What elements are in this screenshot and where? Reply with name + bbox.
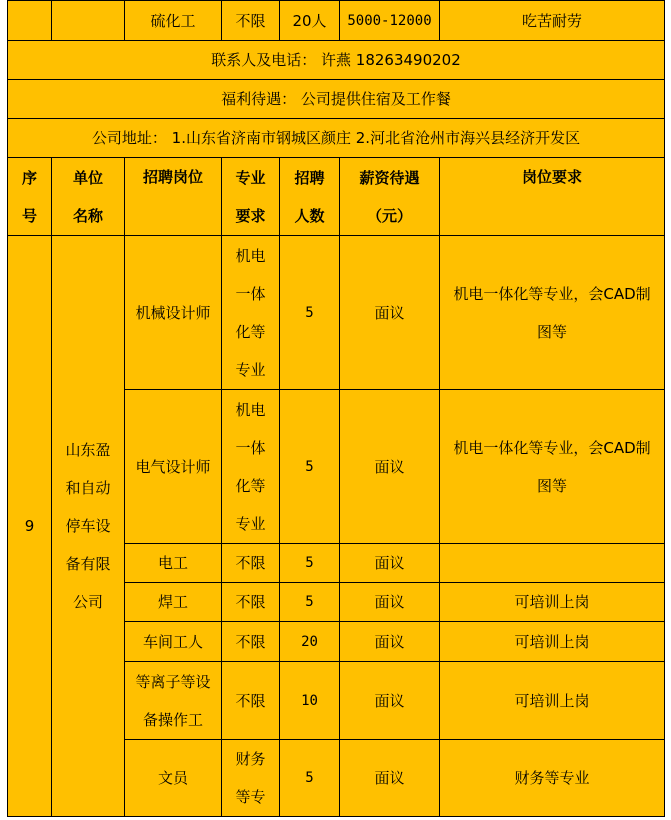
salary-cell: 面议 (340, 622, 440, 662)
salary-cell: 面议 (340, 583, 440, 622)
table-row (8, 80, 665, 119)
header-requirement: 岗位要求 (440, 158, 665, 236)
address-info: 公司地址： 1.山东省济南市钢城区颜庄 2.河北省沧州市海兴县经济开发区 (8, 119, 665, 158)
position-cell: 文员 (125, 740, 222, 817)
header-salary: 薪资待遇（元） (340, 158, 440, 236)
requirement-cell: 机电一体化等专业，会CAD制图等 (440, 236, 665, 390)
seq-cell: 9 (8, 236, 52, 817)
major-cell: 不限 (222, 544, 280, 583)
major-cell: 不限 (222, 1, 280, 41)
salary-cell: 面议 (340, 544, 440, 583)
header-company: 单位名称 (52, 158, 125, 236)
major-cell: 不限 (222, 622, 280, 662)
salary-cell: 面议 (340, 740, 440, 817)
count-cell: 5 (280, 740, 340, 817)
salary-cell: 面议 (340, 236, 440, 390)
requirement-cell: 可培训上岗 (440, 583, 665, 622)
header-position: 招聘岗位 (125, 158, 222, 236)
table-row (8, 119, 665, 158)
position-cell: 电气设计师 (125, 390, 222, 544)
requirement-cell: 可培训上岗 (440, 622, 665, 662)
major-cell: 财务等专 (222, 740, 280, 817)
count-cell: 20人 (280, 1, 340, 41)
major-cell: 机电一体化等专业 (222, 236, 280, 390)
position-cell: 车间工人 (125, 622, 222, 662)
benefits-info: 福利待遇： 公司提供住宿及工作餐 (8, 80, 665, 119)
header-count: 招聘人数 (280, 158, 340, 236)
header-row (8, 158, 665, 236)
company-cell (52, 1, 125, 41)
salary-cell: 面议 (340, 390, 440, 544)
recruitment-table (7, 0, 665, 817)
salary-cell: 面议 (340, 662, 440, 740)
requirement-cell: 财务等专业 (440, 740, 665, 817)
major-cell: 不限 (222, 662, 280, 740)
table-row (8, 236, 665, 390)
count-cell: 10 (280, 662, 340, 740)
header-seq: 序号 (8, 158, 52, 236)
count-cell: 5 (280, 544, 340, 583)
count-cell: 5 (280, 390, 340, 544)
requirement-cell (440, 544, 665, 583)
major-cell: 不限 (222, 583, 280, 622)
header-major: 专业要求 (222, 158, 280, 236)
count-cell: 5 (280, 236, 340, 390)
major-cell: 机电一体化等专业 (222, 390, 280, 544)
table-row (8, 41, 665, 80)
salary-cell: 5000-12000 (340, 1, 440, 41)
company-cell: 山东盈和自动停车设备有限公司 (52, 236, 125, 817)
position-cell: 等离子等设备操作工 (125, 662, 222, 740)
count-cell: 20 (280, 622, 340, 662)
requirement-cell: 机电一体化等专业，会CAD制图等 (440, 390, 665, 544)
position-cell: 硫化工 (125, 1, 222, 41)
requirement-cell: 可培训上岗 (440, 662, 665, 740)
position-cell: 焊工 (125, 583, 222, 622)
table-row (8, 1, 665, 41)
seq-cell (8, 1, 52, 41)
position-cell: 机械设计师 (125, 236, 222, 390)
contact-info: 联系人及电话： 许燕 18263490202 (8, 41, 665, 80)
position-cell: 电工 (125, 544, 222, 583)
count-cell: 5 (280, 583, 340, 622)
requirement-cell: 吃苦耐劳 (440, 1, 665, 41)
